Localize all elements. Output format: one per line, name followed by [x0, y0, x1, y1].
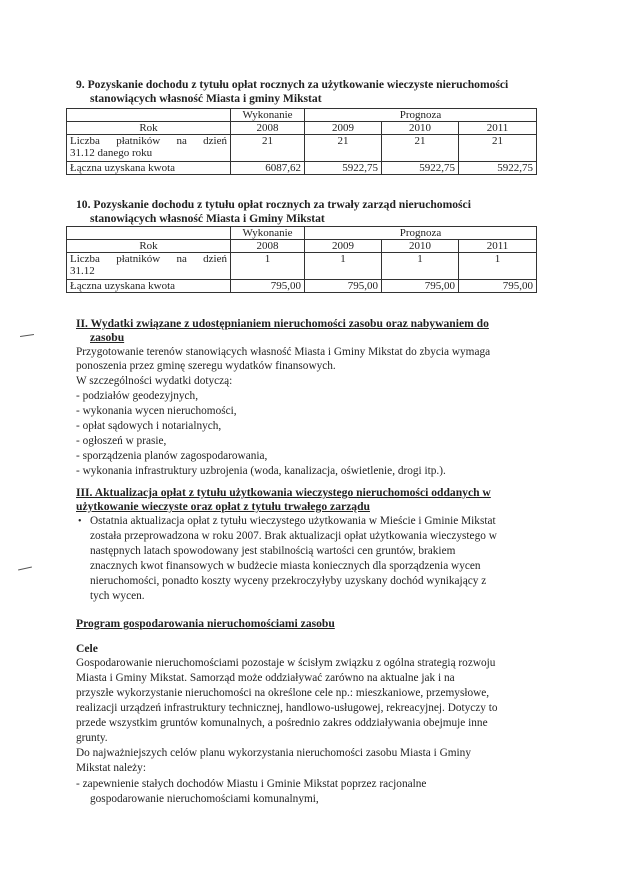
program-title: Program gospodarowania nieruchomościami zasobu: [76, 617, 335, 630]
program-list-item-continuation: gospodarowanie nieruchomościami komunalnymi,: [90, 793, 319, 805]
program-paragraph-line: realizacji urządzeń infrastruktury technicznej, handlowo-usługowej, rekreacyjnej. Dotyczy to: [76, 702, 498, 714]
table-cell: 21: [459, 135, 537, 162]
program-paragraph-line: przede wszystkim gruntów komunalnych, a pośrednio zakres oddziaływania obejmuje inne: [76, 717, 488, 729]
section-II-paragraph-line: ponoszenia przez gminę szeregu wydatków finansowych.: [76, 360, 336, 372]
table-cell: 5922,75: [459, 162, 537, 175]
table-year: 2011: [459, 122, 537, 135]
table-cell: 1: [382, 253, 459, 280]
table-header-wykonanie: Wykonanie: [231, 227, 305, 240]
table-row-label: [67, 135, 231, 162]
list-item: - wykonania infrastruktury uzbrojenia (woda, kanalizacja, oświetlenie, drogi itp.).: [76, 465, 446, 477]
row-label-line: Liczba płatników na dzień: [70, 135, 227, 147]
program-paragraph-line: Miasta i Gminy Mikstat. Samorząd może oddziaływać zarówno na aktualne jak i na: [76, 672, 455, 684]
table-header-prognoza: Prognoza: [305, 227, 537, 240]
list-item: - wykonania wycen nieruchomości,: [76, 405, 237, 417]
section-9-table: [66, 108, 537, 175]
list-item: - sporządzenia planów zagospodarowania,: [76, 450, 268, 462]
table-cell: 795,00: [231, 280, 305, 293]
table-cell: [67, 227, 231, 240]
cele-heading: Cele: [76, 642, 98, 655]
program-paragraph-line: Mikstat należy:: [76, 762, 146, 774]
program-paragraph-line: Gospodarowanie nieruchomościami pozostaje w ścisłym związku z ogólna strategią rozwoju: [76, 657, 496, 669]
table-year: 2010: [382, 122, 459, 135]
list-item: - podziałów geodezyjnych,: [76, 390, 199, 402]
bullet-icon: •: [78, 516, 82, 527]
program-paragraph-line: grunty.: [76, 732, 108, 744]
section-10-table: [66, 226, 537, 293]
section-9-title-line-1: 9. Pozyskanie dochodu z tytułu opłat rocznych za użytkowanie wieczyste nieruchomości: [76, 78, 509, 91]
section-III-title-line-1: III. Aktualizacja opłat z tytułu użytkowania wieczystego nieruchomości oddanych w: [76, 486, 491, 499]
program-paragraph-line: przyszłe wykorzystanie nieruchomości na określone cele np.: mieszkaniowe, przemysłowe,: [76, 687, 490, 699]
table-cell: [67, 109, 231, 122]
table-year: 2008: [231, 122, 305, 135]
table-year: 2009: [305, 122, 382, 135]
table-cell: 5922,75: [305, 162, 382, 175]
row-label-line: Liczba płatników na dzień: [70, 253, 227, 265]
section-9-title-line-2: stanowiących własność Miasta i gminy Mikstat: [90, 92, 322, 105]
table-header-rok: Rok: [67, 122, 231, 135]
section-III-paragraph-line: tych wycen.: [90, 590, 145, 602]
section-III-paragraph-line: Ostatnia aktualizacja opłat z tytułu wieczystego użytkowania w Mieście i Gminie Mikstat: [90, 515, 496, 527]
table-year: 2011: [459, 240, 537, 253]
section-III-paragraph-line: została przeprowadzona w roku 2007. Brak aktualizacji opłat użytkowania wieczystego w: [90, 530, 497, 542]
table-cell: 21: [231, 135, 305, 162]
table-row-label: Łączna uzyskana kwota: [67, 280, 231, 293]
list-item: - opłat sądowych i notarialnych,: [76, 420, 222, 432]
table-header-wykonanie: Wykonanie: [231, 109, 305, 122]
table-header-rok: Rok: [67, 240, 231, 253]
margin-mark: [18, 567, 32, 571]
table-header-prognoza: Prognoza: [305, 109, 537, 122]
section-II-paragraph-line: Przygotowanie terenów stanowiących własność Miasta i Gminy Mikstat do zbycia wymaga: [76, 346, 491, 358]
table-year: 2008: [231, 240, 305, 253]
program-list-item: - zapewnienie stałych dochodów Miastu i Gminie Mikstat poprzez racjonalne: [76, 778, 427, 790]
table-cell: 6087,62: [231, 162, 305, 175]
table-row-label: [67, 253, 231, 280]
section-10-title-line-2: stanowiących własność Miasta i Gminy Mikstat: [90, 212, 325, 225]
margin-mark: [20, 334, 34, 337]
table-cell: 21: [305, 135, 382, 162]
list-item: - ogłoszeń w prasie,: [76, 435, 167, 447]
table-year: 2010: [382, 240, 459, 253]
section-III-title-line-2: użytkowanie wieczyste oraz opłat z tytułu trwałego zarządu: [76, 500, 370, 513]
table-cell: 5922,75: [382, 162, 459, 175]
section-II-title-line-2: zasobu: [90, 331, 125, 344]
section-III-paragraph-line: znacznych kwot finansowych w budżecie miasta koniecznych dla sporządzenia wycen: [90, 560, 481, 572]
program-paragraph-line: Do najważniejszych celów planu wykorzystania nieruchomości zasobu Miasta i Gminy: [76, 747, 471, 759]
section-II-title-line-1: II. Wydatki związane z udostępnianiem nieruchomości zasobu oraz nabywaniem do: [76, 317, 489, 330]
row-label-line: 31.12 danego roku: [70, 147, 153, 159]
section-II-paragraph-line: W szczególności wydatki dotyczą:: [76, 375, 233, 387]
table-cell: 795,00: [459, 280, 537, 293]
section-10-title-line-1: 10. Pozyskanie dochodu z tytułu opłat rocznych za trwały zarząd nieruchomości: [76, 198, 471, 211]
section-III-paragraph-line: następnych latach spowodowany jest stabilnością wartości cen gruntów, brakiem: [90, 545, 456, 557]
table-year: 2009: [305, 240, 382, 253]
table-cell: 1: [305, 253, 382, 280]
table-row-label: Łączna uzyskana kwota: [67, 162, 231, 175]
table-cell: 1: [231, 253, 305, 280]
table-cell: 1: [459, 253, 537, 280]
table-cell: 21: [382, 135, 459, 162]
table-cell: 795,00: [382, 280, 459, 293]
table-cell: 795,00: [305, 280, 382, 293]
section-III-paragraph-line: nieruchomości, ponadto koszty wyceny przekroczyłyby uzyskany dochód wynikający z: [90, 575, 487, 587]
row-label-line: 31.12: [70, 265, 95, 277]
